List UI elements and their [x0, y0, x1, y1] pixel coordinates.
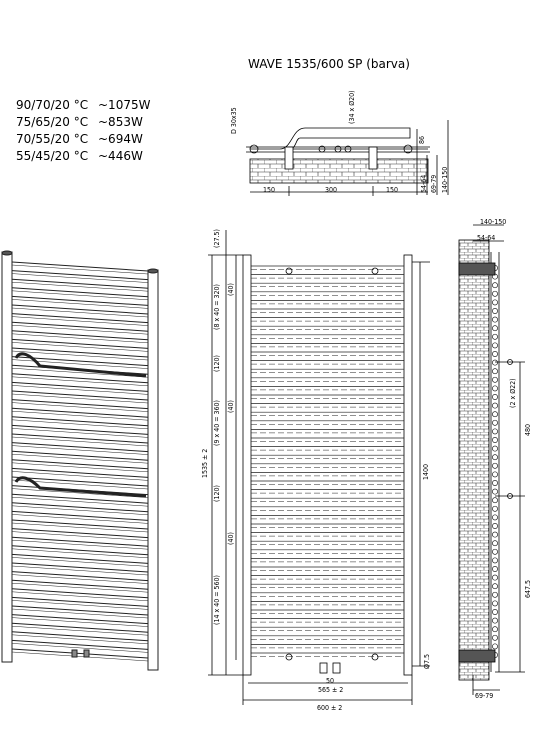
dim-50: 50	[326, 677, 335, 685]
tube-end	[492, 541, 497, 546]
dim-120-a: (120)	[213, 355, 221, 372]
tube-end	[492, 291, 497, 296]
dim-27-5: (27.5)	[213, 229, 221, 248]
power-value: ~1075W	[98, 98, 151, 112]
dim-2x22: (2 x Ø22)	[509, 378, 517, 408]
tube-end	[492, 644, 497, 649]
tube-end	[492, 472, 497, 477]
tube-end	[492, 308, 497, 313]
tube-end	[492, 420, 497, 425]
tube-end	[492, 446, 497, 451]
dim-40-b: (40)	[227, 400, 235, 413]
power-condition: 75/65/20 °C	[16, 115, 89, 129]
tube-end	[492, 498, 497, 503]
tube-end	[492, 635, 497, 640]
dim-side-69-79: 69-79	[475, 692, 494, 700]
side-view	[459, 225, 525, 695]
tube-end	[492, 386, 497, 391]
dim-holes: (34 x Ø20)	[348, 90, 356, 124]
side-tube-ends	[492, 265, 497, 657]
power-value: ~853W	[98, 115, 143, 129]
perspective-sketch	[2, 251, 158, 670]
tube-end	[492, 601, 497, 606]
tube-end	[492, 515, 497, 520]
product-title: WAVE 1535/600 SP (barva)	[248, 57, 410, 71]
dim-565: 565 ± 2	[318, 686, 344, 694]
dim-140-150: 140-150	[441, 166, 449, 193]
tube-end	[492, 360, 497, 365]
tube-end	[492, 429, 497, 434]
tube-end	[492, 300, 497, 305]
dim-40-c: (40)	[227, 532, 235, 545]
dim-54-64: 54-64	[420, 174, 428, 193]
tube-end	[492, 394, 497, 399]
front-bars	[251, 266, 404, 657]
dim-side-54-64: 54-64	[477, 234, 496, 242]
tube-end	[492, 489, 497, 494]
tube-end	[492, 506, 497, 511]
dim-600: 600 ± 2	[317, 704, 343, 712]
tube-end	[492, 369, 497, 374]
tube-end	[492, 326, 497, 331]
perspective-bars	[12, 262, 148, 661]
front-view	[208, 230, 430, 705]
tube-end	[492, 412, 497, 417]
tube-end	[492, 584, 497, 589]
power-condition: 70/55/20 °C	[16, 132, 89, 146]
top-view	[246, 120, 448, 196]
tube-end	[492, 463, 497, 468]
dim-9x40: (9 x 40 = 360)	[213, 400, 221, 446]
power-value: ~446W	[98, 149, 143, 163]
power-value: ~694W	[98, 132, 143, 146]
dim-120-b: (120)	[213, 485, 221, 502]
power-condition: 90/70/20 °C	[16, 98, 89, 112]
dim-7-5: Ø7.5	[423, 654, 431, 669]
tube-end	[492, 351, 497, 356]
tube-end	[492, 566, 497, 571]
tube-end	[492, 627, 497, 632]
power-condition: 55/45/20 °C	[16, 149, 89, 163]
tube-end	[492, 549, 497, 554]
tube-end	[492, 437, 497, 442]
tube-end	[492, 618, 497, 623]
tube-end	[492, 283, 497, 288]
tube-end	[492, 480, 497, 485]
tube-end	[492, 523, 497, 528]
tube-end	[492, 558, 497, 563]
tube-end	[492, 334, 497, 339]
tube-end	[492, 609, 497, 614]
dim-1535: 1535 ± 2	[201, 448, 209, 478]
tube-end	[492, 403, 497, 408]
dim-d30: D 30x35	[230, 107, 238, 134]
tube-end	[492, 343, 497, 348]
dim-8x40: (8 x 40 = 320)	[213, 284, 221, 330]
dim-300: 300	[325, 186, 338, 194]
tube-end	[492, 592, 497, 597]
tube-end	[492, 575, 497, 580]
tube-end	[492, 455, 497, 460]
dim-150-right: 150	[386, 186, 399, 194]
dim-150-left: 150	[263, 186, 276, 194]
tube-end	[492, 532, 497, 537]
dim-69-79: 69-79	[430, 174, 438, 193]
tube-end	[492, 317, 497, 322]
dim-480: 480	[524, 423, 532, 436]
dim-647-5: 647.5	[524, 579, 532, 598]
dim-86: 86	[418, 135, 426, 144]
dim-1400: 1400	[422, 463, 430, 480]
dim-40-a: (40)	[227, 283, 235, 296]
dim-side-140-150: 140-150	[480, 218, 507, 226]
dim-14x40: (14 x 40 = 560)	[213, 575, 221, 625]
tube-end	[492, 377, 497, 382]
